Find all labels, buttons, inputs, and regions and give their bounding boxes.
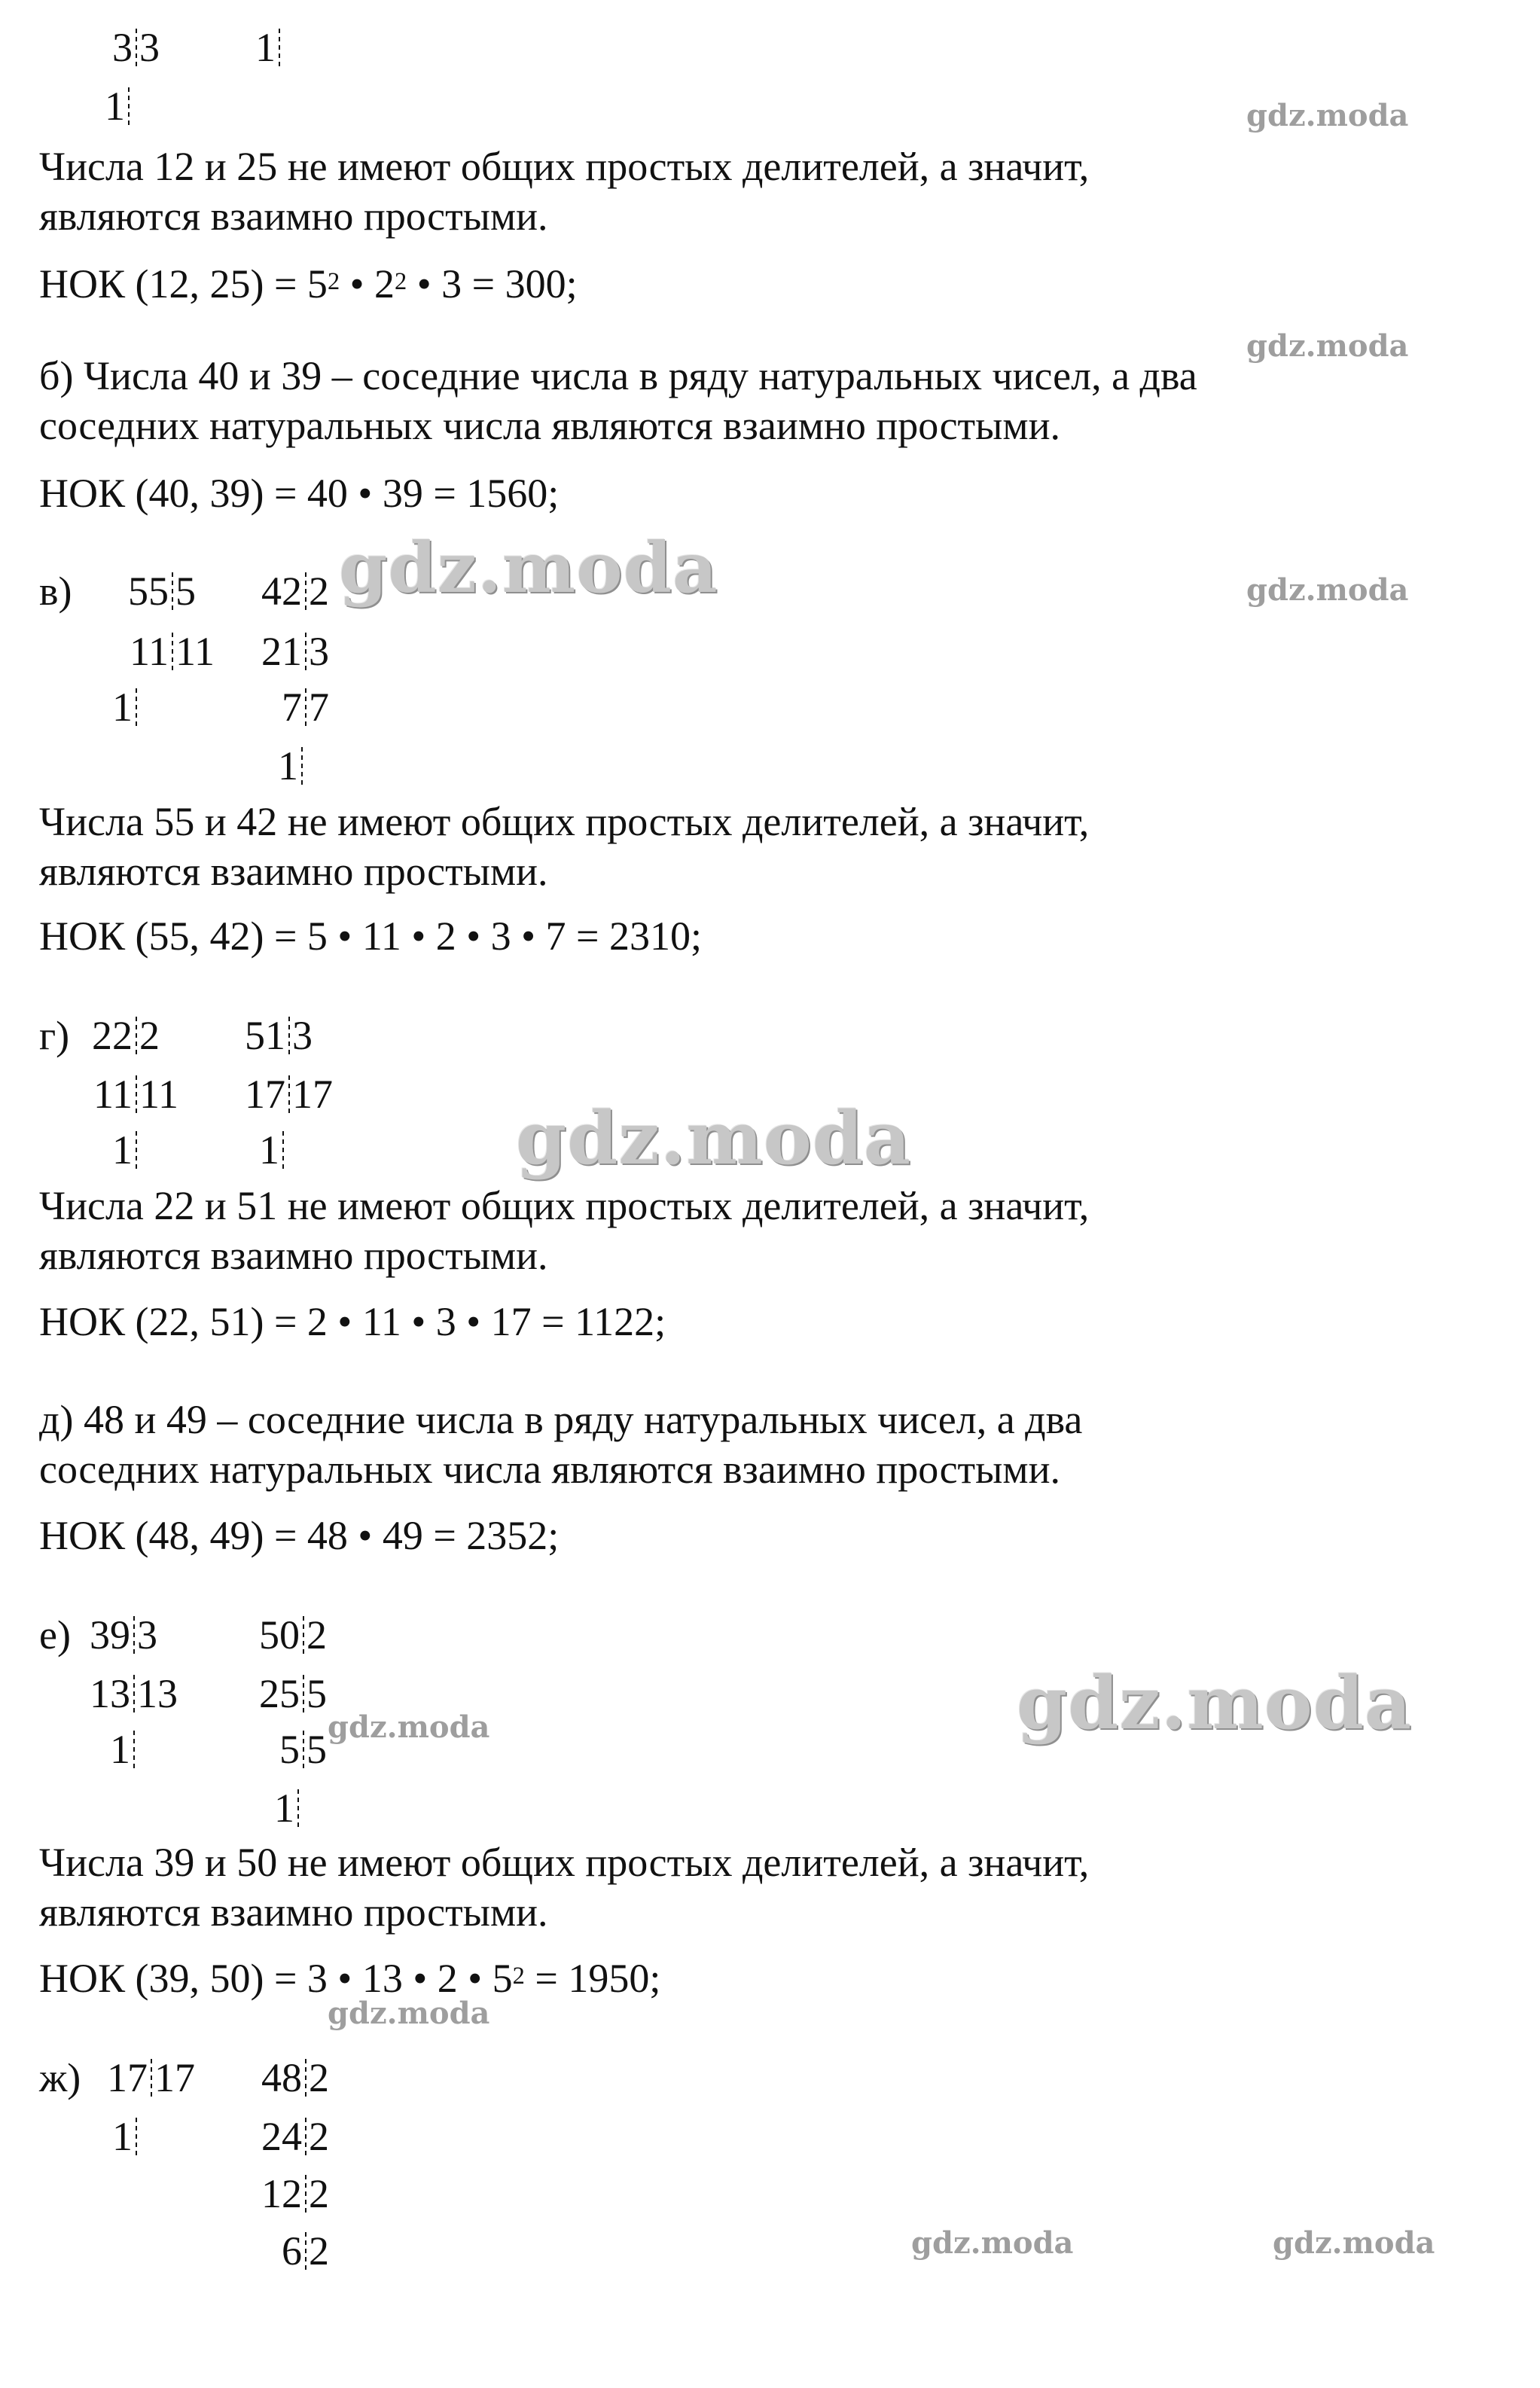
paragraph-a-conclusion: Числа 12 и 25 не имеют общих простых делителей, а значит, являются взаимно простыми. bbox=[39, 144, 1090, 239]
watermark: gdz.moda bbox=[339, 527, 718, 608]
lcm-line-b: НОК (40, 39) = 40 • 39 = 1560; bbox=[39, 471, 560, 516]
watermark: gdz.moda bbox=[1017, 1661, 1413, 1746]
lcm-line-d: НОК (48, 49) = 48 • 49 = 2352; bbox=[39, 1513, 560, 1558]
watermark: gdz.moda bbox=[328, 1709, 490, 1745]
label-g: г) bbox=[39, 1013, 70, 1058]
paragraph-v-conclusion: Числа 55 и 42 не имеют общих простых делителей, а значит, являются взаимно простыми. bbox=[39, 799, 1090, 894]
lcm-line-a: НОК (12, $25) = 5^2$ • $2^2$ • 3 = 300; bbox=[39, 261, 578, 307]
paragraph-b: б) Числа 40 и 39 – соседние числа в ряду натуральных чисел, а два соседних натуральных числа являются взаимно простыми. bbox=[39, 353, 1197, 448]
watermark: gdz.moda bbox=[911, 2225, 1074, 2261]
watermark: gdz.moda bbox=[1246, 98, 1409, 133]
watermark: gdz.moda bbox=[1246, 328, 1409, 364]
paragraph-g-conclusion: Числа 22 и 51 не имеют общих простых делителей, а значит, являются взаимно простыми. bbox=[39, 1183, 1090, 1278]
label-v: в) bbox=[39, 569, 72, 614]
watermark: gdz.moda bbox=[1246, 572, 1409, 608]
watermark: gdz.moda bbox=[328, 1996, 490, 2031]
lcm-line-v: НОК (55, 42) = 5 • 11 • 2 • 3 • 7 = 2310; bbox=[39, 913, 703, 959]
label-zh: ж) bbox=[39, 2055, 81, 2100]
lcm-line-e: НОК (39, 50) = 3 • 13 • 2 • $5^2 = 1950$; bbox=[39, 1956, 661, 2001]
lcm-line-g: НОК (22, 51) = 2 • 11 • 3 • 17 = 1122; bbox=[39, 1299, 666, 1344]
watermark: gdz.moda bbox=[1273, 2225, 1435, 2261]
paragraph-d: д) 48 и 49 – соседние числа в ряду натуральных чисел, а два соседних натуральных числа являются взаимно простыми. bbox=[39, 1397, 1083, 1492]
label-e: е) bbox=[39, 1612, 71, 1658]
watermark: gdz.moda bbox=[516, 1096, 912, 1181]
paragraph-e-conclusion: Числа 39 и 50 не имеют общих простых делителей, а значит, являются взаимно простыми. bbox=[39, 1840, 1090, 1935]
